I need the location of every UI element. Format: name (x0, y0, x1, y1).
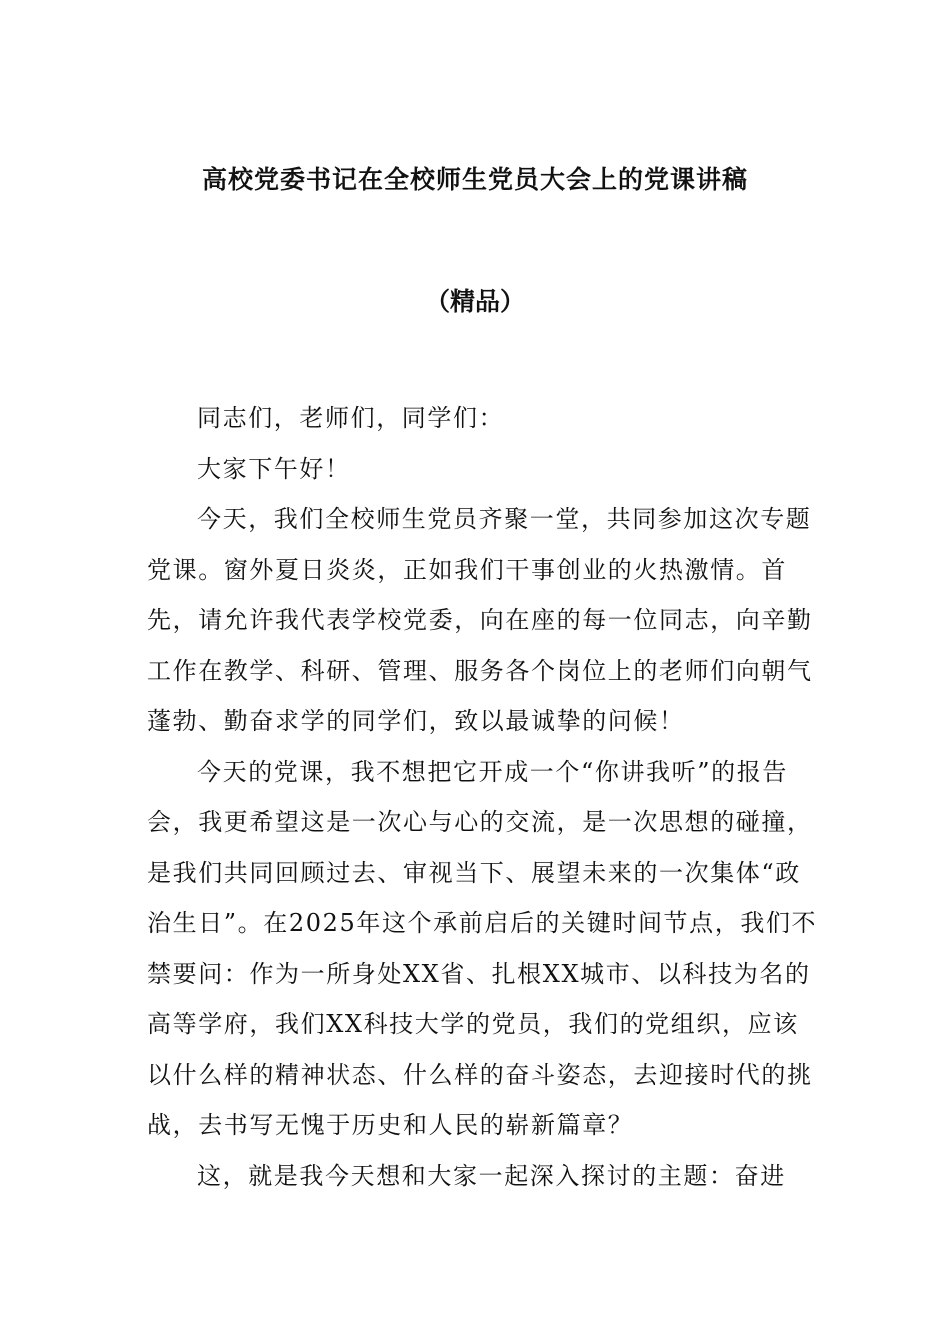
body-paragraph: 这，就是我今天想和大家一起深入探讨的主题：奋进 (197, 1161, 786, 1190)
greeting-paragraph: 大家下午好！ (197, 454, 351, 483)
body-paragraph: 今天的党课，我不想把它开成一个“你讲我听”的报告会，我更希望这是一次心与心的交流，是一次思想的碰撞，是我们共同回顾过去、审视当下、展望未来的一次集体“政治生日”。在2025年这个承前启后的关键时间节点，我们不禁要问：作为一所身处XX省、扎根XX城市、以科技为名的高等学府，我们XX科技大学的党员，我们的党组织，应该以什么样的精神状态、什么样的奋斗姿态，去迎接时代的挑战，去书写无愧于历史和人民的崭新篇章？ (147, 757, 818, 1139)
document-subtitle: （精品） (424, 287, 525, 316)
salutation-paragraph: 同志们，老师们，同学们： (197, 404, 505, 432)
document-body (147, 393, 822, 1201)
document-title: 高校党委书记在全校师生党员大会上的党课讲稿 (201, 165, 748, 194)
body-paragraph: 今天，我们全校师生党员齐聚一堂，共同参加这次专题党课。窗外夏日炎炎，正如我们干事创业的火热激情。首先，请允许我代表学校党委，向在座的每一位同志，向辛勤工作在教学、科研、管理、服务各个岗位上的老师们向朝气蓬勃、勤奋求学的同学们，致以最诚挚的问候！ (147, 505, 813, 735)
